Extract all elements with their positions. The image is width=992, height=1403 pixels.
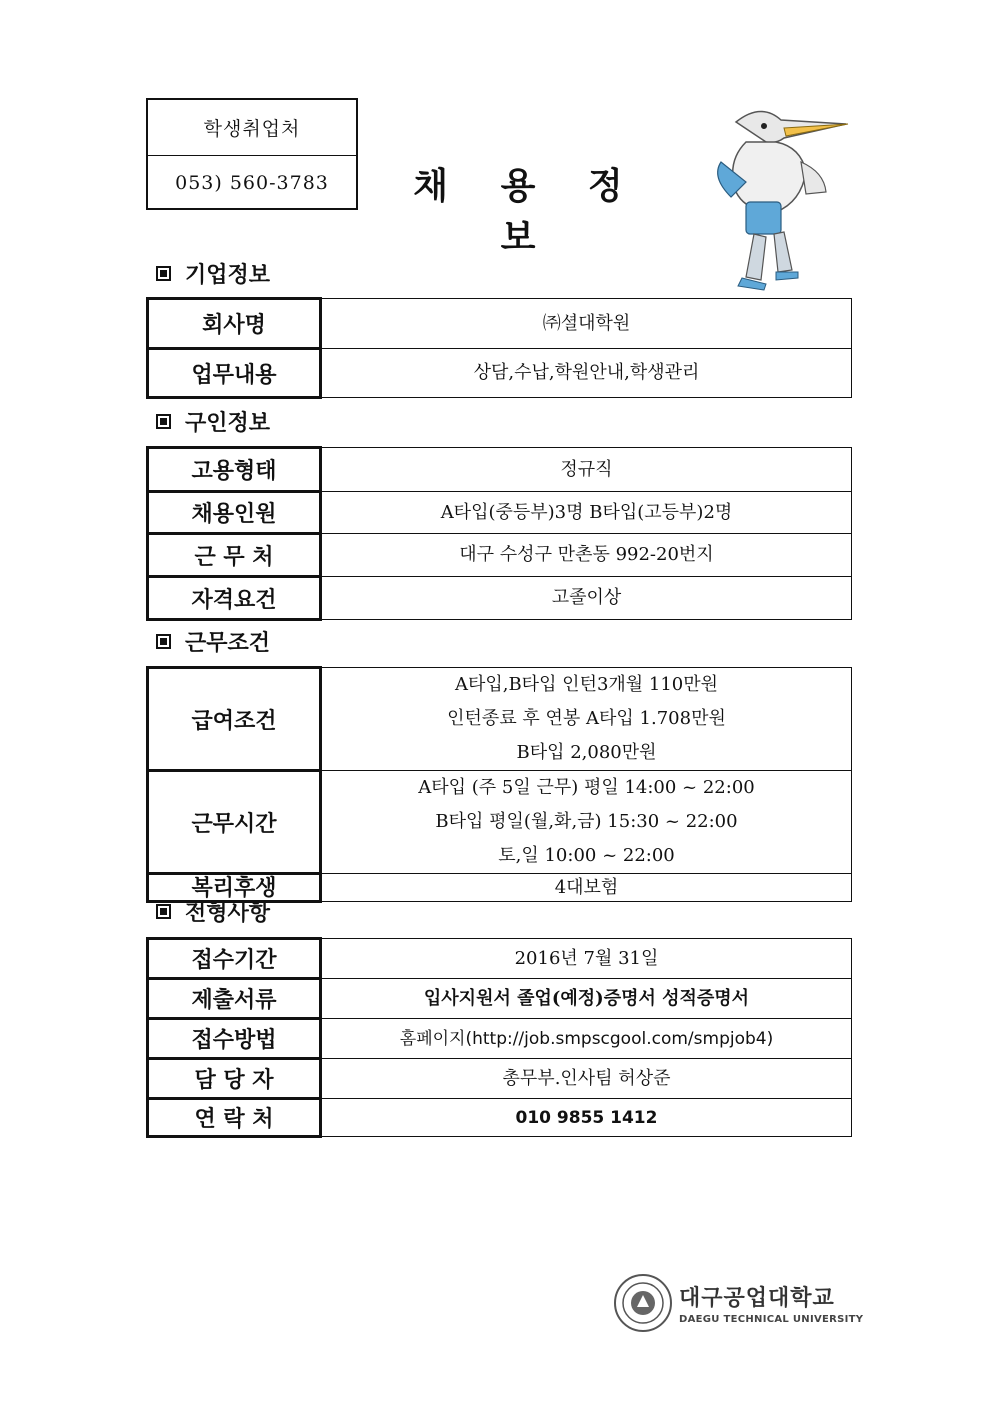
table-row	[148, 979, 852, 1019]
row-value: 상담,수납,학원안내,학생관리	[321, 349, 852, 398]
filled-square-icon	[156, 266, 171, 281]
filled-square-icon	[156, 414, 171, 429]
salary-line: A타입,B타입 인턴3개월 110만원	[454, 674, 719, 695]
row-value: 홈페이지(http://job.smpscgool.com/smpjob4)	[321, 1019, 852, 1059]
row-value: 고졸이상	[321, 577, 852, 620]
table-row	[148, 668, 852, 771]
row-label: 제출서류	[148, 979, 321, 1019]
row-value: 총무부.인사팀 허상준	[321, 1059, 852, 1099]
section-heading-conditions	[156, 626, 270, 657]
section-heading-text: 전형사항	[185, 900, 271, 926]
row-value: 입사지원서 졸업(예정)증명서 성적증명서	[321, 979, 852, 1019]
row-value: 4대보험	[321, 874, 852, 902]
row-value: 2016년 7월 31일	[321, 939, 852, 979]
page-title: 채 용 정 보	[413, 166, 643, 258]
row-label: 접수기간	[148, 939, 321, 979]
recruit-table	[146, 446, 852, 621]
table-row	[148, 771, 852, 874]
section-heading-company	[156, 258, 270, 289]
row-label: 복리후생	[148, 874, 321, 902]
table-row	[148, 448, 852, 492]
table-row	[148, 1059, 852, 1099]
logo-english-name: DAEGU TECHNICAL UNIVERSITY	[679, 1314, 864, 1325]
table-row	[148, 349, 852, 398]
hours-line: A타입 (주 5일 근무) 평일 14:00 ~ 22:00	[418, 777, 755, 798]
table-row	[148, 492, 852, 534]
row-label: 회사명	[148, 299, 321, 349]
crane-mascot-icon	[706, 102, 856, 292]
row-label: 연 락 처	[148, 1099, 321, 1137]
row-value: 010 9855 1412	[321, 1099, 852, 1137]
logo-korean-name: 대구공업대학교	[679, 1286, 835, 1311]
section-heading-text: 기업정보	[185, 262, 271, 288]
salary-line: 인턴종료 후 연봉 A타입 1.708만원	[447, 708, 726, 729]
row-label: 업무내용	[148, 349, 321, 398]
row-label: 채용인원	[148, 492, 321, 534]
section-heading-recruit	[156, 406, 270, 437]
hours-line: 토,일 10:00 ~ 22:00	[498, 845, 675, 866]
filled-square-icon	[156, 634, 171, 649]
conditions-table	[146, 666, 852, 903]
row-label: 급여조건	[148, 668, 321, 771]
section-heading-selection	[156, 896, 270, 927]
row-label: 고용형태	[148, 448, 321, 492]
table-row	[148, 534, 852, 577]
salary-value	[321, 668, 852, 771]
hours-value	[321, 771, 852, 874]
university-logo	[613, 1273, 863, 1333]
row-value: ㈜셜대학원	[321, 299, 852, 349]
table-row	[148, 939, 852, 979]
table-row	[148, 577, 852, 620]
table-row	[148, 1019, 852, 1059]
row-value: 정규직	[321, 448, 852, 492]
selection-table	[146, 937, 852, 1138]
section-heading-text: 근무조건	[185, 630, 271, 656]
hours-line: B타입 평일(월,화,금) 15:30 ~ 22:00	[435, 811, 738, 832]
section-heading-text: 구인정보	[185, 410, 271, 436]
row-label: 근무시간	[148, 771, 321, 874]
row-label: 자격요건	[148, 577, 321, 620]
row-label: 근 무 처	[148, 534, 321, 577]
row-label: 접수방법	[148, 1019, 321, 1059]
row-value: A타입(중등부)3명 B타입(고등부)2명	[321, 492, 852, 534]
university-emblem-icon	[613, 1273, 673, 1333]
contact-phone: 053) 560-3783	[148, 155, 356, 210]
contact-box	[146, 98, 358, 210]
table-row	[148, 1099, 852, 1137]
salary-line: B타입 2,080만원	[516, 742, 657, 763]
contact-title: 학생취업처	[203, 118, 301, 140]
company-table	[146, 297, 852, 399]
row-value: 대구 수성구 만촌동 992-20번지	[321, 534, 852, 577]
filled-square-icon	[156, 904, 171, 919]
row-label: 담 당 자	[148, 1059, 321, 1099]
table-row	[148, 299, 852, 349]
